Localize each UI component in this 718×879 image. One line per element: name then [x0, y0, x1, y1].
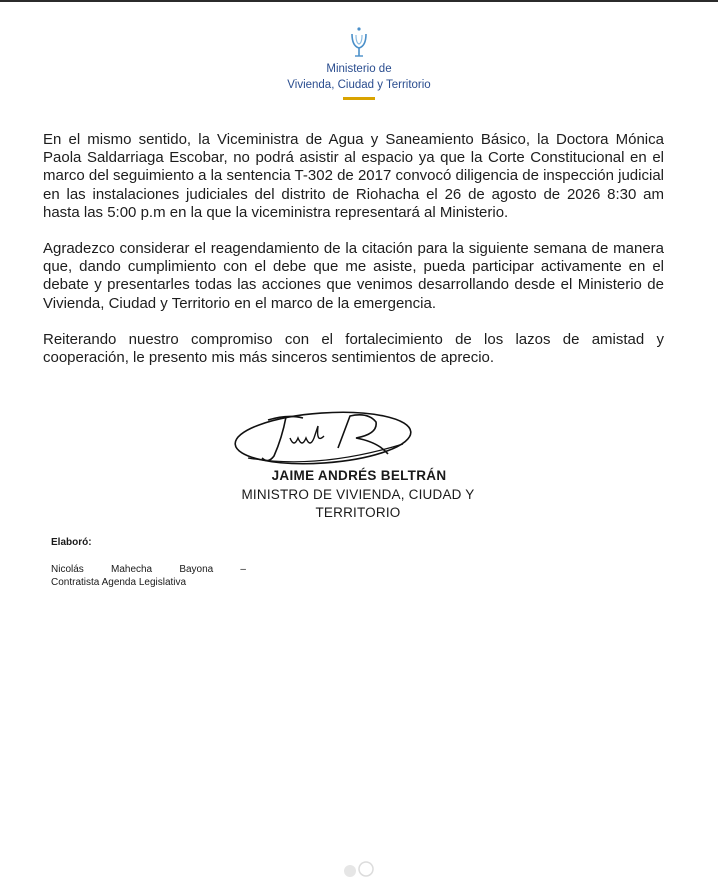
elaboro-label: Elaboró: — [51, 537, 92, 548]
org-accent-bar — [343, 97, 375, 100]
paragraph-1: En el mismo sentido, la Viceministra de Agua y Saneamiento Básico, la Doctora Mónica Paola Saldarriaga Escobar, no podrá asistir al espacio ya que la Corte Constitucional en el marco del seguimiento a la sentencia T-302 de 2017 convocó diligencia de inspección judicial en las instalaciones judiciales del distrito de Riohacha el 26 de agosto de 2026 8:30 am hasta las 5:00 p.m en la que la viceministra representará al Ministerio. — [43, 131, 664, 221]
name-part: Nicolás — [51, 564, 84, 575]
paragraph-3: Reiterando nuestro compromiso con el fortalecimiento de los lazos de amistad y cooperación, le presento mis más sinceros sentimientos de aprecio. — [43, 330, 664, 367]
letter-body — [43, 131, 664, 385]
page-indicator-dots[interactable] — [337, 859, 387, 879]
paragraph-2: Agradezco considerar el reagendamiento de la citación para la siguiente semana de manera que, dando cumplimiento con el debe que me asiste, pueda participar activamente en el debate y presentarles todas las acciones que venimos desarrollando desde el Ministerio de Vivienda, Ciudad y Territorio en el marco de la emergencia. — [43, 240, 664, 312]
elaboro-role: Contratista Agenda Legislativa — [51, 577, 187, 588]
ministry-emblem-icon — [347, 26, 371, 60]
letterhead — [0, 26, 718, 100]
signer-title-line1: MINISTRO DE VIVIENDA, CIUDAD Y — [241, 487, 475, 502]
top-border — [0, 0, 718, 2]
name-part: – — [240, 564, 246, 575]
signer-title-line2: TERRITORIO — [315, 505, 401, 520]
org-name-line2: Vivienda, Ciudad y Territorio — [287, 79, 431, 91]
org-name-line1: Ministerio de — [326, 63, 392, 75]
elaboro-block — [51, 563, 246, 589]
elaboro-name-row — [51, 563, 246, 576]
signer-title — [213, 486, 503, 522]
signer-name: JAIME ANDRÉS BELTRÁN — [271, 468, 447, 483]
name-part: Mahecha — [110, 564, 153, 575]
name-part: Bayona — [179, 564, 214, 575]
